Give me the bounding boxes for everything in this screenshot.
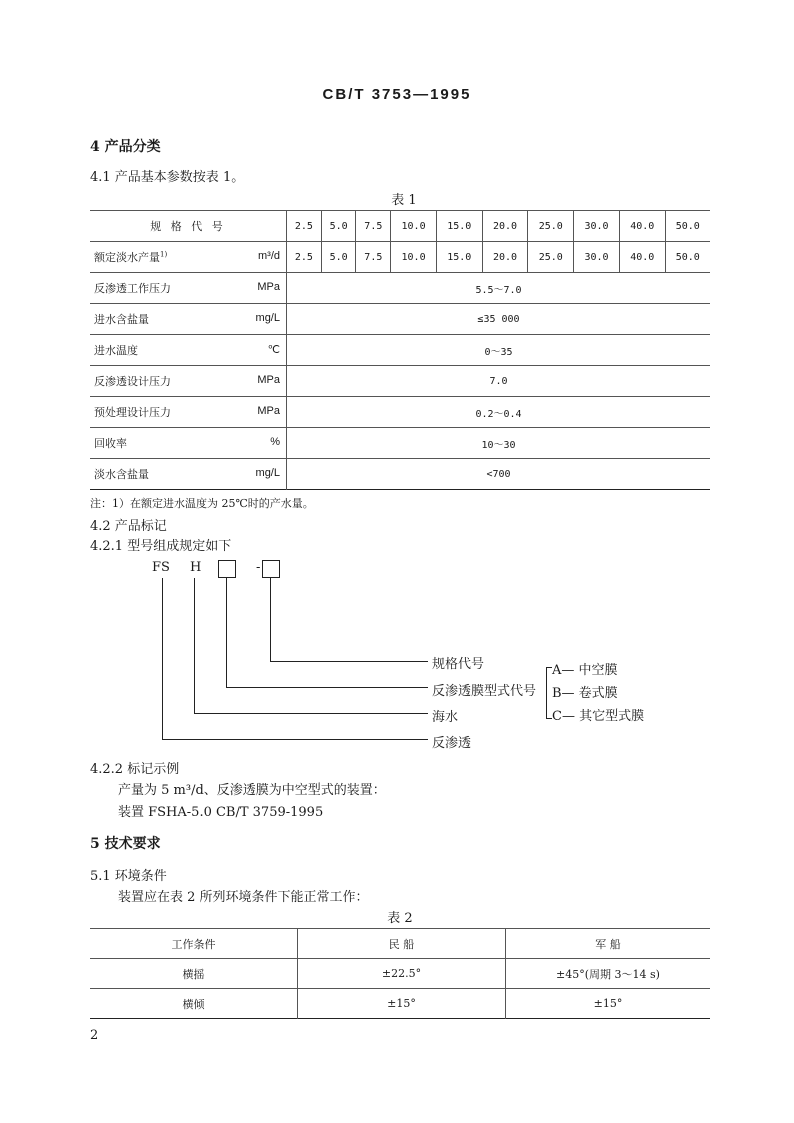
table-row <box>90 959 710 989</box>
spec-value: 5.0 <box>321 211 356 242</box>
section-4-title: 4 产品分类 <box>90 139 161 155</box>
table2-cell: ±45°(周期 3～14 s) <box>506 959 711 989</box>
leader-line <box>226 687 428 688</box>
table-row <box>90 273 710 304</box>
table1-caption: 表 1 <box>391 193 417 208</box>
table-row <box>90 242 710 273</box>
spec-value: 20.0 <box>482 211 528 242</box>
output-value: 10.0 <box>391 242 437 273</box>
option-a: A— 中空膜 <box>552 663 618 678</box>
section-5-1: 5.1 环境条件 <box>90 869 167 884</box>
code-h: H <box>190 560 202 575</box>
section-4-2: 4.2 产品标记 <box>90 519 167 534</box>
option-c: C— 其它型式膜 <box>552 709 645 724</box>
param-value: 0～35 <box>287 335 711 366</box>
leader-line <box>270 661 428 662</box>
param-unit: % <box>270 436 280 448</box>
param-value: 10～30 <box>287 428 711 459</box>
table2-cell: ±15° <box>298 989 506 1019</box>
section-4-1: 4.1 产品基本参数按表 1。 <box>90 170 245 185</box>
table-row <box>90 989 710 1019</box>
spec-value: 40.0 <box>619 211 665 242</box>
table2-cell: 横倾 <box>90 989 298 1019</box>
output-label: 额定淡水产量 <box>94 251 160 264</box>
param-label <box>90 428 287 459</box>
code-dash: - <box>256 560 261 575</box>
param-label <box>90 397 287 428</box>
label-spec-code: 规格代号 <box>432 657 485 672</box>
table-1 <box>90 210 710 490</box>
label-ro: 反渗透 <box>432 736 472 751</box>
table2-header: 工作条件 <box>90 929 298 959</box>
spec-value: 25.0 <box>528 211 574 242</box>
example-line-1: 产量为 5 m³/d、反渗透膜为中空型式的装置： <box>118 783 386 798</box>
example-line-2: 装置 FSHA-5.0 CB/T 3759-1995 <box>118 805 324 820</box>
output-value: 2.5 <box>287 242 322 273</box>
table-row <box>90 459 710 490</box>
output-value: 20.0 <box>482 242 528 273</box>
output-value: 25.0 <box>528 242 574 273</box>
membrane-code-box <box>218 560 236 578</box>
table-row <box>90 397 710 428</box>
table-2 <box>90 928 710 1019</box>
param-unit: MPa <box>257 374 280 386</box>
label-seawater: 海水 <box>432 710 459 725</box>
section-5-title: 5 技术要求 <box>90 836 161 852</box>
param-label <box>90 335 287 366</box>
spec-value: 7.5 <box>356 211 391 242</box>
table2-caption: 表 2 <box>387 911 413 926</box>
param-label <box>90 304 287 335</box>
table-row <box>90 211 710 242</box>
param-unit: ℃ <box>267 344 280 356</box>
param-value: 7.0 <box>287 366 711 397</box>
table-row <box>90 335 710 366</box>
table-row <box>90 304 710 335</box>
param-unit: mg/L <box>255 312 280 324</box>
spec-value: 30.0 <box>574 211 620 242</box>
param-name: 反渗透设计压力 <box>94 375 171 388</box>
param-value: 0.2～0.4 <box>287 397 711 428</box>
param-value: 5.5～7.0 <box>287 273 711 304</box>
section-4-2-2: 4.2.2 标记示例 <box>90 762 180 777</box>
table2-cell: 横摇 <box>90 959 298 989</box>
table-row <box>90 366 710 397</box>
spec-value: 2.5 <box>287 211 322 242</box>
code-fs: FS <box>152 560 170 575</box>
table2-header: 军 船 <box>506 929 711 959</box>
param-name: 回收率 <box>94 437 127 450</box>
page-number: 2 <box>90 1028 99 1043</box>
param-name: 反渗透工作压力 <box>94 282 171 295</box>
leader-line <box>270 578 271 662</box>
label-membrane-type: 反渗透膜型式代号 <box>432 684 537 699</box>
spec-value: 15.0 <box>436 211 482 242</box>
output-value: 30.0 <box>574 242 620 273</box>
param-label <box>90 273 287 304</box>
param-value: ≤35 000 <box>287 304 711 335</box>
leader-line <box>226 578 227 688</box>
param-unit: mg/L <box>255 467 280 479</box>
leader-line <box>194 578 195 714</box>
table2-cell: ±22.5° <box>298 959 506 989</box>
output-unit: m³/d <box>258 250 280 262</box>
leader-line <box>194 713 428 714</box>
table2-header: 民 船 <box>298 929 506 959</box>
output-value: 40.0 <box>619 242 665 273</box>
spec-value: 10.0 <box>391 211 437 242</box>
param-label <box>90 459 287 490</box>
table1-note: 注：1）在额定进水温度为 25℃时的产水量。 <box>90 497 314 510</box>
spec-code-box <box>262 560 280 578</box>
param-unit: MPa <box>257 281 280 293</box>
param-name: 预处理设计压力 <box>94 406 171 419</box>
bracket-line <box>546 667 547 719</box>
table-row <box>90 428 710 459</box>
spec-value: 50.0 <box>665 211 710 242</box>
output-value: 7.5 <box>356 242 391 273</box>
output-label-cell <box>90 242 287 273</box>
option-b: B— 卷式膜 <box>552 686 618 701</box>
param-name: 淡水含盐量 <box>94 468 149 481</box>
output-value: 5.0 <box>321 242 356 273</box>
table-row <box>90 929 710 959</box>
section-4-2-1: 4.2.1 型号组成规定如下 <box>90 539 232 554</box>
param-value: <700 <box>287 459 711 490</box>
param-name: 进水含盐量 <box>94 313 149 326</box>
output-footnote-mark: 1) <box>160 250 168 259</box>
section-5-1-text: 装置应在表 2 所列环境条件下能正常工作： <box>118 890 369 905</box>
spec-label: 规 格 代 号 <box>90 211 287 242</box>
leader-line <box>162 739 428 740</box>
param-name: 进水温度 <box>94 344 138 357</box>
output-value: 50.0 <box>665 242 710 273</box>
output-value: 15.0 <box>436 242 482 273</box>
table2-cell: ±15° <box>506 989 711 1019</box>
param-label <box>90 366 287 397</box>
param-unit: MPa <box>257 405 280 417</box>
page-header: CB/T 3753—1995 <box>322 86 472 103</box>
leader-line <box>162 578 163 740</box>
